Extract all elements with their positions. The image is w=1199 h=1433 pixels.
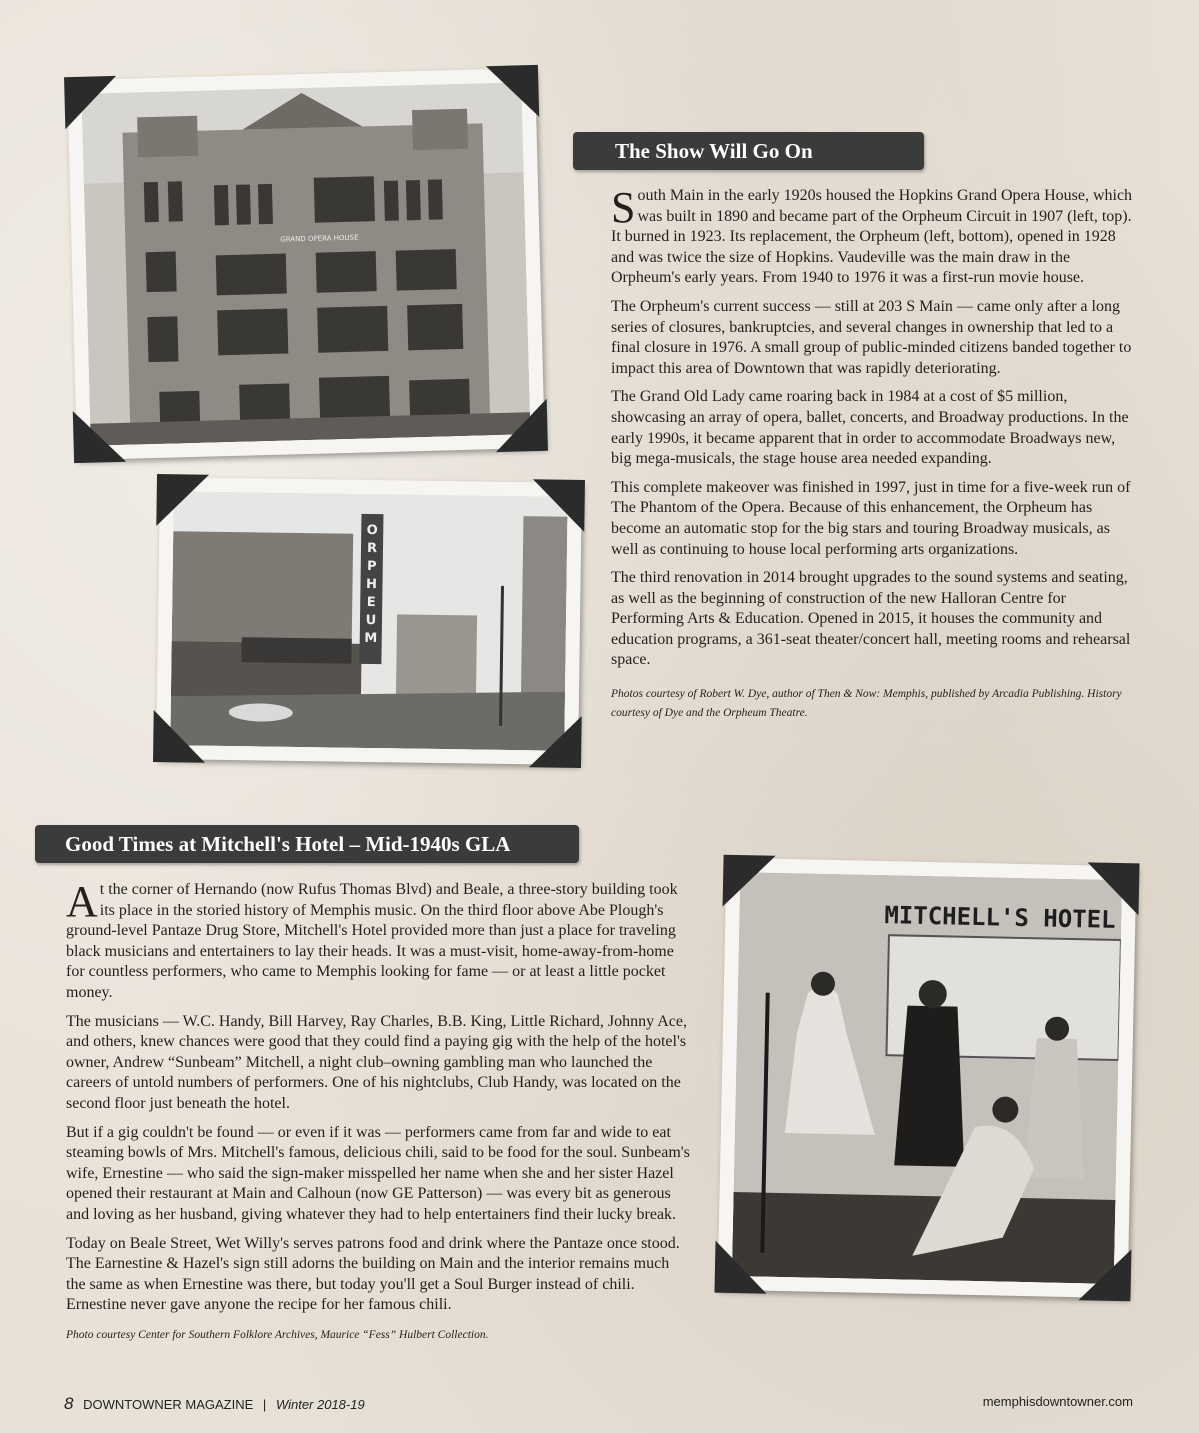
photo-grand-opera-house — [67, 68, 545, 460]
section-heading-show-will-go-on — [573, 132, 924, 170]
opera-house-image — [81, 82, 530, 445]
orpheum-letter: M — [364, 630, 378, 647]
photo-mitchells-hotel — [718, 858, 1137, 1298]
hotel-sign-text: MITCHELL'S HOTEL — [884, 901, 1116, 934]
orpheum-letter: U — [365, 612, 377, 629]
orpheum-letter: E — [366, 594, 376, 611]
article-show-will-go-on — [611, 183, 1135, 731]
opera-sign-text: GRAND OPERA HOUSE — [280, 233, 359, 244]
paragraph: The Grand Old Lady came roaring back in 1984 at a cost of $5 million, showcasing an array of opera, ballet, concerts, and Broadway productions. In the early 1990s, it became apparent that in order to accommodate Broadways new, big mega-musicals, the stage house area needed expanding. — [611, 388, 1129, 468]
mitchells-hotel-illustration — [732, 872, 1122, 1284]
paragraph: The musicians — W.C. Handy, Bill Harvey, Ray Charles, B.B. King, Little Richard, Johnny Ace, and others, knew chances were good that they could find a paying gig with the help of the hotel's owner, Andrew “Sunbeam” Mitchell, a night club–owning gambling man who launched the careers of untold numbers of performers. One of his nightclubs, Club Handy, was located on the second floor just beneath the hotel. — [66, 1012, 687, 1112]
photo-orpheum-street — [156, 477, 582, 765]
paragraph — [66, 877, 690, 1004]
paragraph: But if a gig couldn't be found — or even if it was — performers came from far and wide to eat steaming bowls of Mrs. Mitchell's famous, delicious chili, said to be food for the soul. Sunbeam's wife, Ernestine — who said the sign-maker misspelled her name when she and her sister Hazel opened their restaurant at Main and Calhoun (now GE Patterson) — was every bit as generous and loving as her husband, giving whatever they had to help entertainers find their lucky break. — [66, 1123, 690, 1223]
section-heading-text: The Show Will Go On — [615, 139, 813, 163]
drop-cap: A — [66, 877, 98, 926]
issue-name: Winter 2018-19 — [275, 1397, 365, 1412]
website-link[interactable] — [983, 1394, 1133, 1409]
magazine-name: DOWNTOWNER MAGAZINE — [83, 1397, 254, 1412]
photo-corner — [723, 855, 776, 908]
photo-corner — [532, 479, 585, 532]
orpheum-letter: P — [366, 558, 377, 575]
opera-house-illustration — [81, 82, 530, 445]
photo-corner — [1078, 1248, 1131, 1301]
orpheum-image — [170, 491, 568, 750]
photo-corner — [529, 715, 582, 768]
section-heading-text: Good Times at Mitchell's Hotel – Mid-1940s GLA — [65, 832, 511, 856]
photo-credit: Photos courtesy of Robert W. Dye, author of Then & Now: Memphis, published by Arcadia Publishing. History courtesy of Dye and the Orpheum Theatre. — [611, 688, 1122, 720]
drop-cap: S — [611, 183, 636, 232]
paragraph-text: outh Main in the early 1920s housed the Hopkins Grand Opera House, which was built in 1890 and became part of the Orpheum Circuit in 1907 (left, top). It burned in 1923. Its replacement, the Orpheum (left, bottom), opened in 1928 and was twice the size of Hopkins. Vaudeville was the main draw in the Orpheum's early years. From 1940 to 1976 it was a first-run movie house. — [611, 187, 1133, 287]
paragraph-text: t the corner of Hernando (now Rufus Thomas Blvd) and Beale, a three-story building took its place in the storied history of Memphis music. On the third floor above Abe Plough's ground-level Pantaze Drug Store, Mitchell's Hotel provided more than just a place for traveling black musicians and entertainers to lay their heads. It was a must-visit, home-away-from-home for countless performers, who came to Memphis looking for fame — or at least a little pocket money. — [66, 881, 678, 1001]
paragraph: Today on Beale Street, Wet Willy's serves patrons food and drink where the Pantaze once stood. The Earnestine & Hazel's sign still adorns the building on Main and the interior remains much the same as when Ernestine was there, but today you'll get a Soul Burger instead of chili. Ernestine never gave anyone the recipe for her famous chili. — [66, 1234, 680, 1314]
photo-corner — [495, 399, 548, 452]
orpheum-illustration — [170, 491, 568, 750]
photo-corner — [153, 710, 206, 763]
orpheum-letter: H — [365, 576, 378, 593]
page-number: 8 — [64, 1394, 74, 1413]
article-mitchells-hotel — [66, 877, 690, 1353]
orpheum-letter: O — [366, 522, 378, 539]
page-footer-left — [64, 1394, 365, 1414]
photo-corner — [73, 410, 126, 463]
paragraph: The third renovation in 2014 brought upgrades to the sound systems and seating, as well as the beginning of construction of the new Halloran Centre for Performing Arts & Education. Opened in 2015, it houses the community and education programs, a 361-seat theater/concert hall, meeting rooms and rehearsal space. — [611, 569, 1131, 669]
orpheum-letter: R — [366, 540, 378, 557]
mitchells-hotel-image — [732, 872, 1122, 1284]
photo-corner — [64, 76, 117, 129]
paragraph: This complete makeover was finished in 1997, just in time for a five-week run of The Phantom of the Opera. Because of this enhancement, the Orpheum has become an automatic stop for the big stars and touring Broadway musicals, as well as continuing to house local performing arts organizations. — [611, 478, 1131, 558]
photo-corner — [156, 474, 209, 527]
paragraph: The Orpheum's current success — still at 203 S Main — came only after a long series of closures, bankruptcies, and several changes in ownership that led to a final closure in 1976. A small group of public-minded citizens banded together to impact this area of Downtown that was rapidly deteriorating. — [611, 297, 1132, 377]
section-heading-mitchells-hotel — [35, 825, 579, 863]
photo-corner — [714, 1241, 767, 1294]
photo-credit: Photo courtesy Center for Southern Folklore Archives, Maurice “Fess” Hulbert Collection. — [66, 1328, 489, 1341]
photo-corner — [486, 65, 539, 118]
paragraph — [611, 183, 1135, 289]
website-text[interactable]: memphisdowntowner.com — [982, 1394, 1133, 1409]
footer-separator: | — [262, 1397, 267, 1412]
photo-corner — [1086, 862, 1139, 915]
